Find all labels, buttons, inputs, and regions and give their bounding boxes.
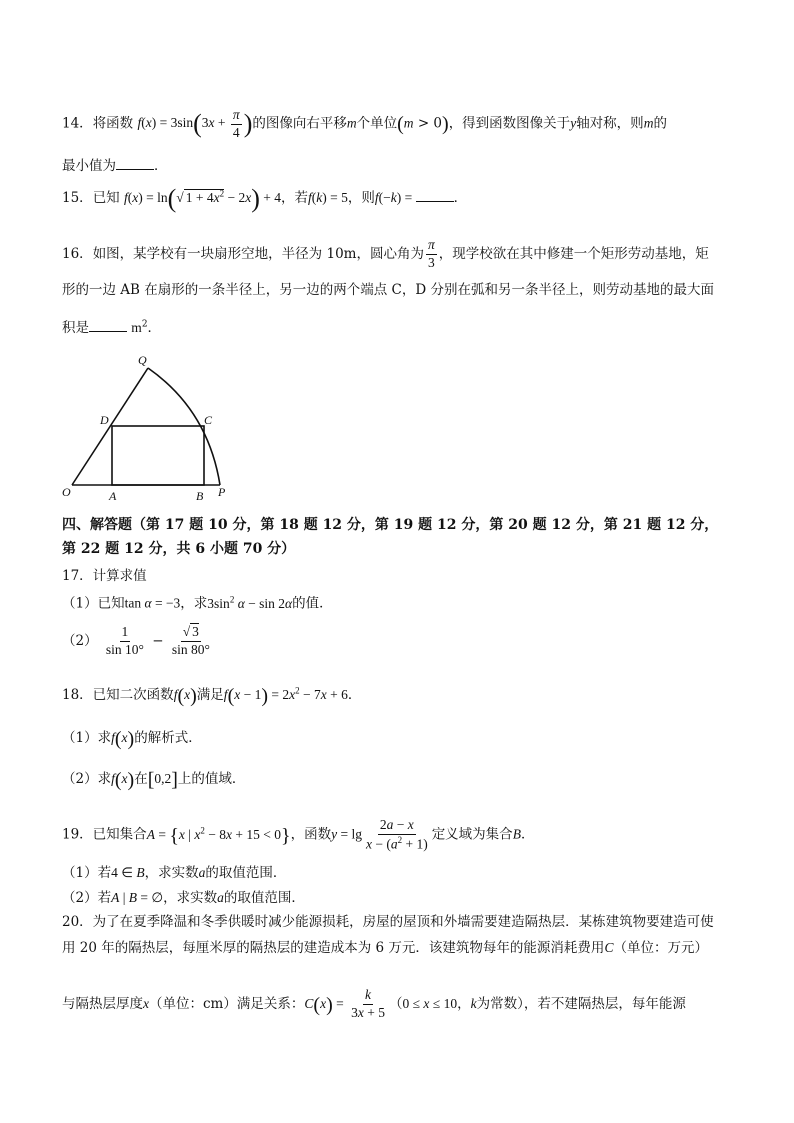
q18-p2-c: 上的值域． <box>177 771 246 788</box>
q14-text-f: 的 <box>653 115 667 132</box>
q19-title-b: ，函数 <box>290 826 332 843</box>
q19-p2-a: （2）若 <box>62 890 112 906</box>
q20-line3a: 与隔热层厚度 <box>62 995 143 1012</box>
q14-function: f(x) = 3sin(3x + $\frac{\pi}{4}$ ) <box>137 107 253 140</box>
q18-p1-a: （1）求 <box>62 730 112 747</box>
label-q: Q <box>138 353 147 367</box>
q14-answer-blank[interactable] <box>116 157 154 170</box>
q19-title-c: 定义域为集合 <box>431 826 513 843</box>
q18-title-a: 18．已知二次函数 <box>62 687 174 704</box>
q18-p2-b: 在 <box>134 771 148 788</box>
q15-number: 15． <box>62 190 93 207</box>
label-c: C <box>204 413 213 427</box>
q19-p2-b: ，求实数 <box>163 890 218 906</box>
section-4-heading-line1: 四、解答题（第 17 题 10 分，第 18 题 12 分，第 19 题 12 分，第 20 题 12 分，第 21 题 12 分， <box>62 517 719 533</box>
q18-part1: （1）求f(x)的解析式． <box>62 728 202 750</box>
q16-end: ． <box>147 320 162 336</box>
q17-part2: （2） $\frac{1}{\sin 10^\circ}$ − $\frac{√ 3}{\sin 80^\circ}$ <box>62 624 210 657</box>
q19-title-a: 19．已知集合 <box>62 826 147 843</box>
q20-line2-text: 用 20 年的隔热层，每厘米厚的隔热层的建造成本为 6 万元．该建筑物每年的能源消耗费用 <box>62 940 605 956</box>
q14-line2-text: 最小值为 <box>62 158 116 174</box>
label-b: B <box>196 489 204 503</box>
q15-text-a: 已知 <box>92 190 120 207</box>
q19-p2-c: 的取值范围． <box>223 890 305 906</box>
q18-title: 18．已知二次函数f(x)满足$f(x - 1) = 2x^2 - 7x + 6$． <box>62 685 362 707</box>
q19-p1-a: （1）若 <box>62 865 112 881</box>
q16-number: 16． <box>62 245 93 262</box>
q19-part2: （2）若A | B = ∅，求实数a的取值范围． <box>62 890 305 906</box>
q14-text-d: ，得到函数图像关于 <box>448 115 571 132</box>
question-16-line2 <box>62 284 714 298</box>
sector-figure <box>58 350 238 510</box>
question-15: 15．已知 f(x) = ln(√ $1 + 4x^2 - 2x) + 4$，若f(k) = 5，则f(−k) = ． <box>62 184 468 213</box>
label-p: P <box>218 485 226 499</box>
question-16-line1 <box>62 238 709 271</box>
q19-p1-b: ，求实数 <box>144 865 199 881</box>
q20-line3b: （单位：cm）满足关系： <box>149 995 305 1012</box>
q20-line3e: 为常数），若不建隔热层，每年能源 <box>476 995 686 1012</box>
q19-p1-c: 的取值范围． <box>205 865 287 881</box>
q16-text-a: 如图，某学校有一块扇形空地，半径为 10m，圆心角为 <box>92 245 424 262</box>
label-o: O <box>62 485 71 499</box>
q15-function: f(x) = ln(√ $1 + 4x^2 - 2x) + 4$ <box>123 184 282 213</box>
q16-answer-blank[interactable] <box>89 319 127 332</box>
q18-p1-b: 的解析式． <box>134 730 202 747</box>
q14-text: 将函数 <box>92 115 134 132</box>
q15-text-b: ，若 <box>281 190 309 207</box>
q17-p1-end: 的值． <box>292 595 333 612</box>
question-14-line1: 14．将函数 f(x) = 3sin(3x + $\frac{\pi}{4}$ )的图像向右平移m个单位(m > 0)，得到函数图像关于y轴对称，则m的 <box>62 107 667 140</box>
section-4-heading-line2: 第 22 题 12 分，共 6 小题 70 分） <box>62 541 296 557</box>
q17-p2-prefix: （2） <box>62 632 98 649</box>
q18-part2: （2）求f(x)在[0,2]上的值域． <box>62 769 246 791</box>
q15-answer-blank[interactable] <box>416 189 454 202</box>
q18-p2-a: （2）求 <box>62 771 112 788</box>
q16-text-line3: 积是 <box>62 320 89 336</box>
q15-text-c: ，则 <box>347 190 375 207</box>
q16-text-line2: 形的一边 AB 在扇形的一条半径上，另一边的两个端点 C，D 分别在弧和另一条半径上，则劳动基地的最大面 <box>62 282 714 298</box>
q16-unit: m <box>131 320 142 335</box>
q20-line3: 与隔热层厚度x（单位：cm）满足关系：C(x) = $\frac{k}{3x + 5}$ （0 ≤ x ≤ 10，k为常数），若不建隔热层，每年能源 <box>62 987 686 1020</box>
q14-number: 14． <box>62 115 93 132</box>
q20-line3d: ， <box>457 995 471 1012</box>
q20-line2b: （单位：万元） <box>613 940 708 956</box>
question-16-line3: 积是 $m^2$． <box>62 319 162 336</box>
q20-line3c: （ <box>388 995 403 1012</box>
q17-title: 17．计算求值 <box>62 568 147 584</box>
q19-part1: （1）若4 ∈ B，求实数a的取值范围． <box>62 865 287 881</box>
q14-end: ． <box>154 158 168 174</box>
q14-text-c: 个单位 <box>356 115 398 132</box>
question-14-line2 <box>62 157 168 174</box>
q15-end: ． <box>453 190 468 207</box>
q14-text-e: 轴对称，则 <box>576 115 644 132</box>
q20-line2: 用 20 年的隔热层，每厘米厚的隔热层的建造成本为 6 万元．该建筑物每年的能源消耗费用C（单位：万元） <box>62 940 708 956</box>
q17-part1: （1）已知tan α = −3，求$3\sin^2$ α − sin 2α的值． <box>62 594 333 612</box>
q17-p1-prefix: （1）已知 <box>62 595 125 612</box>
q16-angle: $\frac{\pi}{3}$ <box>427 237 435 270</box>
q20-line1: 20．为了在夏季降温和冬季供暖时减少能源损耗，房屋的屋顶和外墙需要建造隔热层．某栋建筑物要建造可使 <box>62 914 714 930</box>
rectangle-abcd <box>112 426 204 485</box>
q14-text-b: 的图像向右平移 <box>252 115 347 132</box>
q17-p1-mid: ，求 <box>180 595 208 612</box>
label-d: D <box>100 413 109 427</box>
q19-title: 19．已知集合A = {x | $x^2 - 8x + 15 < 0$}，函数y = lg $\frac{2a - x}{x - (a^2 + 1)}$ 定义域为集合B． <box>62 817 535 852</box>
label-a: A <box>109 489 117 503</box>
q16-text-b: ，现学校欲在其中修建一个矩形劳动基地，矩 <box>438 245 709 262</box>
q18-title-b: 满足 <box>196 687 224 704</box>
